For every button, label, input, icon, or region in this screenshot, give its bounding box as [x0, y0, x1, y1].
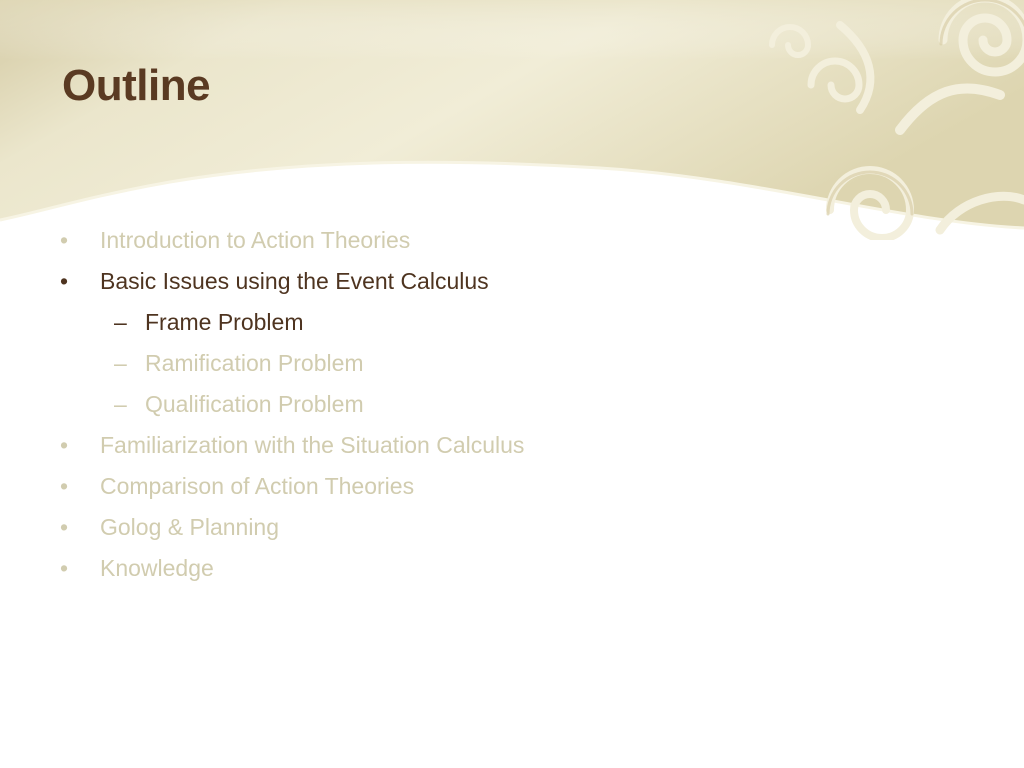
bullet-icon: •: [60, 227, 69, 253]
outline-item-label: Basic Issues using the Event Calculus: [100, 268, 489, 294]
bullet-icon: •: [60, 268, 69, 294]
outline-item: [60, 261, 940, 302]
outline-subitem: [60, 343, 940, 384]
outline-subitem-label: Ramification Problem: [145, 350, 364, 376]
outline-item: [60, 425, 940, 466]
dash-icon: –: [114, 391, 127, 417]
outline-subitem: [60, 384, 940, 425]
outline-subitem-label: Qualification Problem: [145, 391, 364, 417]
bullet-icon: •: [60, 432, 69, 458]
outline-item: [60, 507, 940, 548]
dash-icon: –: [114, 309, 127, 335]
outline-item: [60, 220, 940, 261]
outline-item-label: Introduction to Action Theories: [100, 227, 411, 253]
outline-item-label: Golog & Planning: [100, 514, 280, 540]
dash-icon: –: [114, 350, 127, 376]
outline-item-label: Comparison of Action Theories: [100, 473, 415, 499]
header-banner: [0, 0, 1024, 240]
outline-subitem: [60, 302, 940, 343]
banner-shade: [0, 0, 1024, 60]
outline-item: [60, 548, 940, 589]
slide-title: Outline: [62, 61, 211, 110]
outline-item-label: Familiarization with the Situation Calculus: [100, 432, 525, 458]
bullet-icon: •: [60, 514, 69, 540]
bullet-icon: •: [60, 473, 69, 499]
outline-list: [60, 220, 940, 589]
outline-item: [60, 466, 940, 507]
bullet-icon: •: [60, 555, 69, 581]
outline-item-label: Knowledge: [100, 555, 214, 581]
outline-subitem-label: Frame Problem: [145, 309, 304, 335]
